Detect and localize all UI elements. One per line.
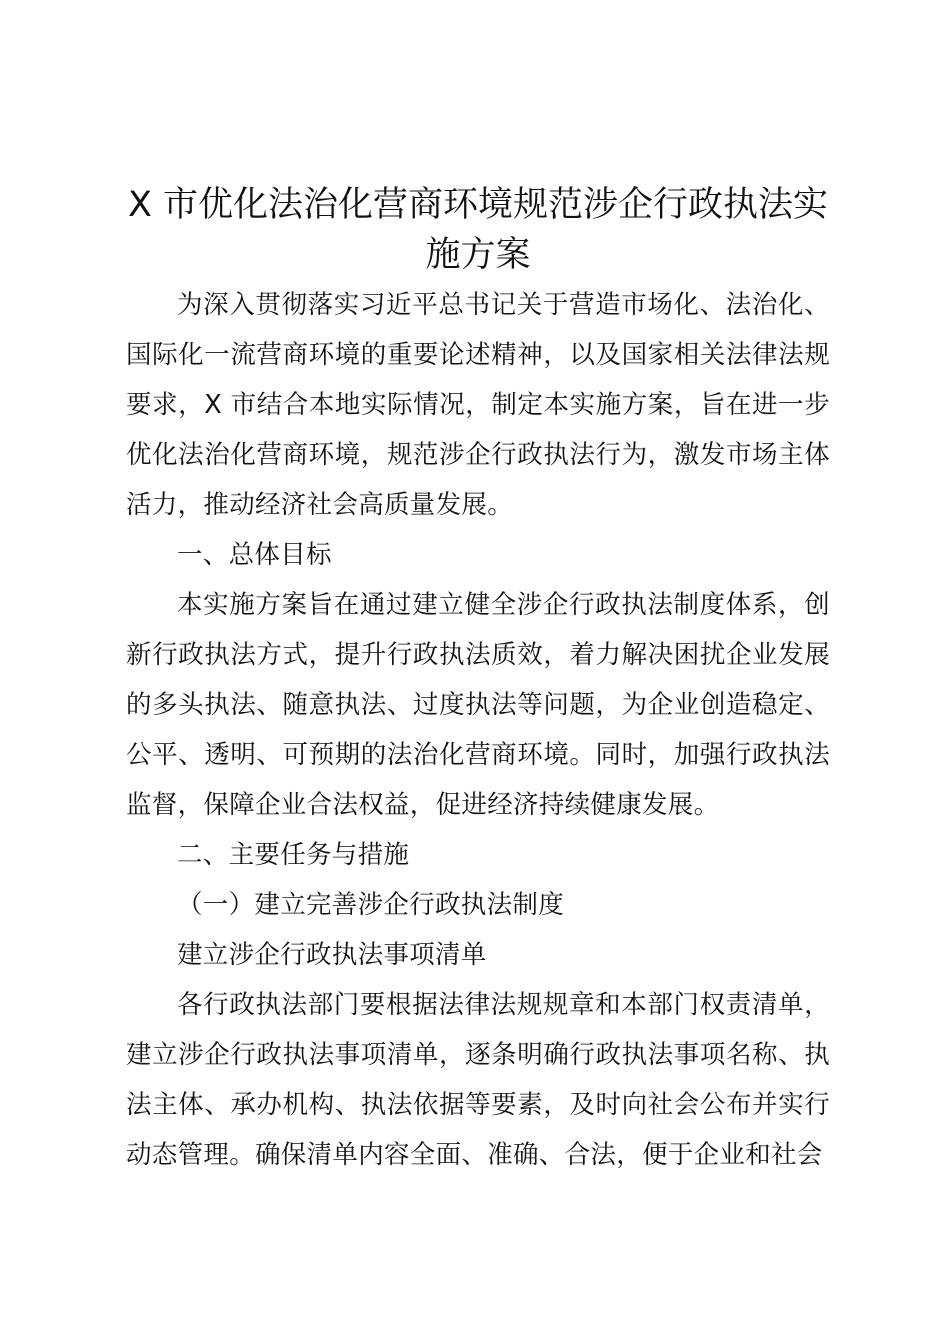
goal-paragraph: 本实施方案旨在通过建立健全涉企行政执法制度体系，创新行政执法方式，提升行政执法质效，着力解决困扰企业发展的多头执法、随意执法、过度执法等问题，为企业创造稳定、公平、透明、可预期的法治化营商环境。同时，加强行政执法监督，保障企业合法权益，促进经济持续健康发展。 <box>126 590 830 820</box>
document-title: X 市优化法治化营商环境规范涉企行政执法实施方案 <box>127 185 829 275</box>
section-heading-overall-goal: 一、总体目标 <box>177 540 332 570</box>
matter-list-paragraph: 各行政执法部门要根据法律法规规章和本部门权责清单，建立涉企行政执法事项清单，逐条明确行政执法事项名称、执法主体、承办机构、执法依据等要素，及时向社会公布并实行动态管理。确保清单内容全面、准确、合法，便于企业和社会 <box>126 990 830 1170</box>
document-body <box>126 180 830 1180</box>
section-heading-main-tasks: 二、主要任务与措施 <box>177 840 410 870</box>
intro-paragraph: 为深入贯彻落实习近平总书记关于营造市场化、法治化、国际化一流营商环境的重要论述精神，以及国家相关法律法规要求，X 市结合本地实际情况，制定本实施方案，旨在进一步优化法治化营商环境，规范涉企行政执法行为，激发市场主体活力，推动经济社会高质量发展。 <box>126 290 830 520</box>
item-heading-matter-list: 建立涉企行政执法事项清单 <box>177 940 487 970</box>
subsection-heading-enforcement-system: （一）建立完善涉企行政执法制度 <box>177 890 565 920</box>
